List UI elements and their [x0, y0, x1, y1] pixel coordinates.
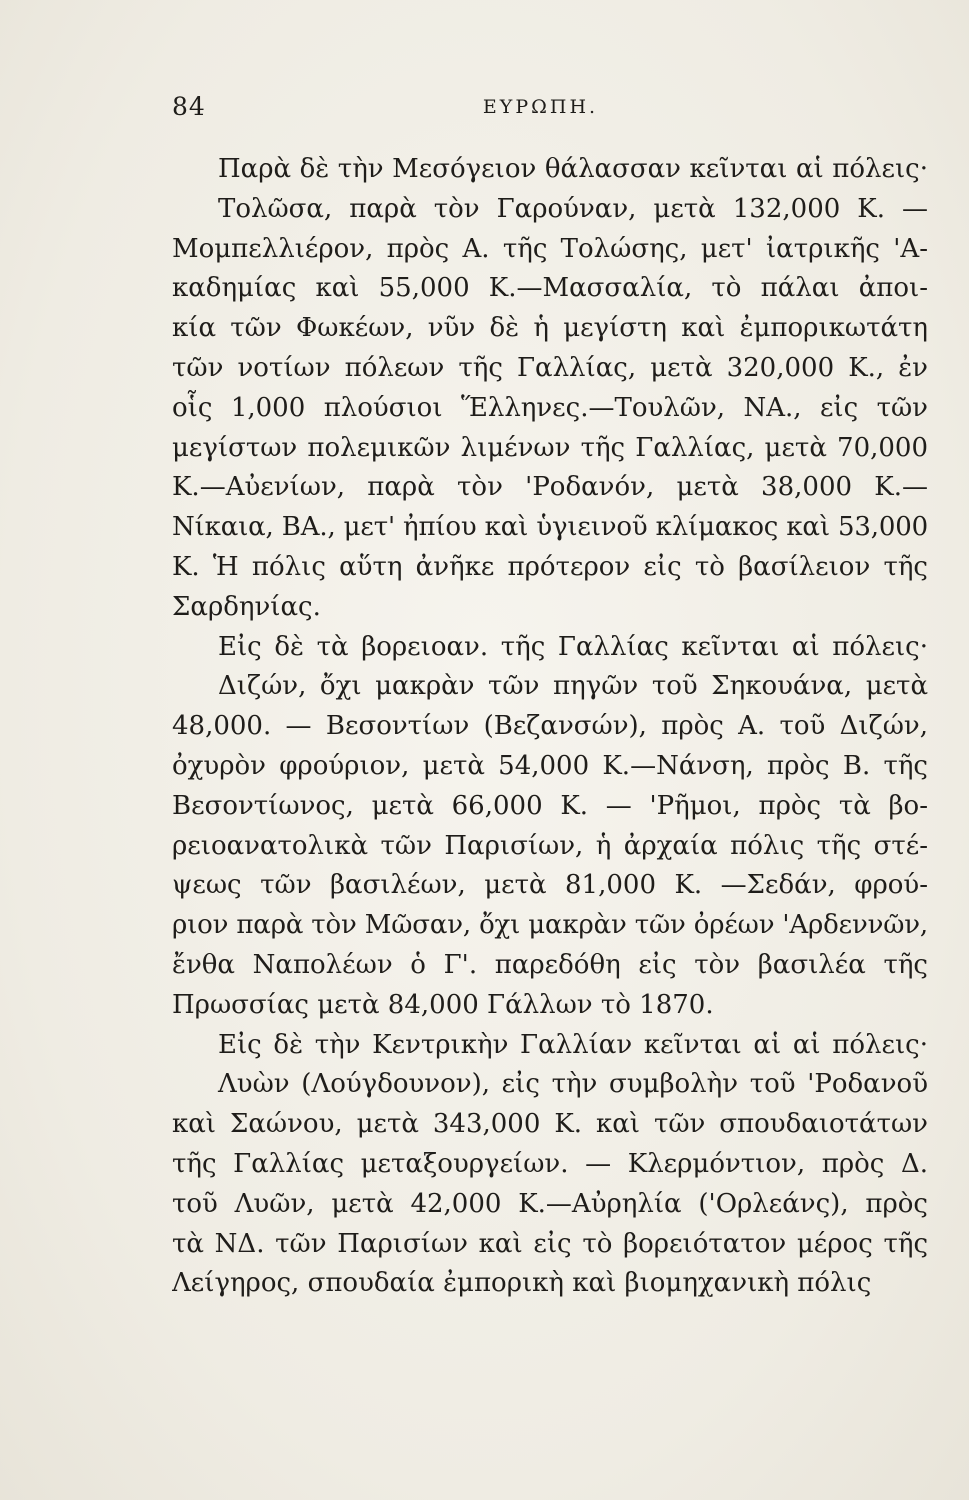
text-line-content: Λυὼν (Λούγδουνον), εἰς τὴν συμβολὴν τοῦ 'Ροδανοῦ [218, 1069, 928, 1100]
text-line-content: τὰ ΝΔ. τῶν Παρισίων καὶ εἰς τὸ βορειότατον μέρος τῆς [172, 1228, 928, 1259]
text-line [172, 1105, 928, 1145]
text-line [172, 906, 928, 946]
text-line [172, 548, 928, 588]
text-line-content: ριον παρὰ τὸν Μῶσαν, ὄχι μακρὰν τῶν ὀρέων 'Αρδεννῶν, [172, 910, 928, 941]
text-line [172, 866, 928, 906]
running-head: ΕΥΡΩΠΗ. [482, 96, 599, 118]
text-line-content: Κ.—Αὐενίων, παρὰ τὸν 'Ροδανόν, μετὰ 38,000 Κ.— [172, 472, 928, 503]
text-line-content: Κ. Ἡ πόλις αὕτη ἀνῆκε πρότερον εἰς τὸ βασίλειον τῆς [172, 551, 928, 582]
text-line-content: καδημίας καὶ 55,000 Κ.—Μασσαλία, τὸ πάλαι ἀποι- [172, 273, 928, 304]
text-line-content: 48,000. — Βεσοντίων (Βεζανσών), πρὸς Α. τοῦ Διζών, [172, 711, 928, 742]
text-line [172, 707, 928, 747]
text-line-content: τῆς Γαλλίας μεταξουργείων. — Κλερμόντιον, πρὸς Δ. [172, 1148, 928, 1179]
text-line-content: Παρὰ δὲ τὴν Μεσόγειον θάλασσαν κεῖνται αἱ πόλεις· [218, 154, 928, 184]
text-line: Σαρδηνίας. [172, 591, 321, 622]
text-line-content: Εἰς δὲ τὰ βορειοαν. τῆς Γαλλίας κεῖνται αἱ πόλεις· [218, 631, 928, 662]
text-line [172, 628, 928, 668]
text-line [172, 230, 928, 270]
text-line [172, 946, 928, 986]
text-line [172, 429, 928, 469]
text-line-content: ἔνθα Ναπολέων ὁ Γ'. παρεδόθη εἰς τὸν βασιλέα τῆς [172, 949, 928, 980]
text-line-content: τῶν νοτίων πόλεων τῆς Γαλλίας, μετὰ 320,000 Κ., ἐν [172, 352, 928, 383]
text-line-content: κία τῶν Φωκέων, νῦν δὲ ἡ μεγίστη καὶ ἐμπορικωτάτη [172, 313, 928, 344]
text-line [172, 468, 928, 508]
text-line-content: Βεσοντίωνος, μετὰ 66,000 Κ. — 'Ρῆμοι, πρὸς τὰ βο- [172, 790, 928, 821]
text-line-content: Εἰς δὲ τὴν Κεντρικὴν Γαλλίαν κεῖνται αἱ αἱ πόλεις· [218, 1029, 928, 1060]
text-line [172, 667, 928, 707]
text-line-content: οἷς 1,000 πλούσιοι Ἕλληνες.—Τουλῶν, ΝΑ., εἰς τῶν [172, 392, 928, 423]
text-line: Πρωσσίας μετὰ 84,000 Γάλλων τὸ 1870. [172, 989, 714, 1020]
text-line-content: τοῦ Λυῶν, μετὰ 42,000 Κ.—Αὐρηλία ('Ορλεάνς), πρὸς [172, 1188, 928, 1219]
text-line [172, 389, 928, 429]
text-line-content: καὶ Σαώνου, μετὰ 343,000 Κ. καὶ τῶν σπουδαιοτάτων [172, 1109, 928, 1140]
text-line [172, 1225, 928, 1265]
text-line: Λείγηρος, σπουδαία ἐμπορικὴ καὶ βιομηχανικὴ πόλις [172, 1268, 872, 1299]
text-line [172, 787, 928, 827]
text-line [172, 349, 928, 389]
text-line [172, 309, 928, 349]
text-line-content: ψεως τῶν βασιλέων, μετὰ 81,000 Κ. —Σεδάν, φρού- [172, 870, 928, 901]
text-line [172, 1185, 928, 1225]
text-line [172, 827, 928, 867]
text-line-content: ρειοανατολικὰ τῶν Παρισίων, ἡ ἀρχαία πόλις τῆς στέ- [172, 830, 928, 861]
body-text [172, 150, 928, 1304]
text-line-content: Διζών, ὄχι μακρὰν τῶν πηγῶν τοῦ Σηκουάνα, μετὰ [218, 671, 928, 702]
text-line [172, 1145, 928, 1185]
text-line [172, 150, 928, 190]
page-number: 84 [172, 92, 206, 121]
text-line-content: ὀχυρὸν φρούριον, μετὰ 54,000 Κ.—Νάνση, πρὸς Β. τῆς [172, 750, 928, 781]
text-line-content: μεγίστων πολεμικῶν λιμένων τῆς Γαλλίας, μετὰ 70,000 [172, 432, 928, 463]
text-line [172, 269, 928, 309]
text-line [172, 747, 928, 787]
text-line-content: Νίκαια, ΒΑ., μετ' ἠπίου καὶ ὑγιεινοῦ κλίμακος καὶ 53,000 [172, 512, 928, 543]
text-line [172, 1065, 928, 1105]
text-line [172, 1026, 928, 1066]
text-line-content: Μομπελλιέρον, πρὸς Α. τῆς Τολώσης, μετ' ἰατρικῆς 'Α- [172, 233, 928, 264]
text-line-content: Τολῶσα, παρὰ τὸν Γαρούναν, μετὰ 132,000 Κ. — [218, 193, 928, 224]
text-line [172, 508, 928, 548]
page-header [172, 92, 909, 132]
text-line [172, 190, 928, 230]
